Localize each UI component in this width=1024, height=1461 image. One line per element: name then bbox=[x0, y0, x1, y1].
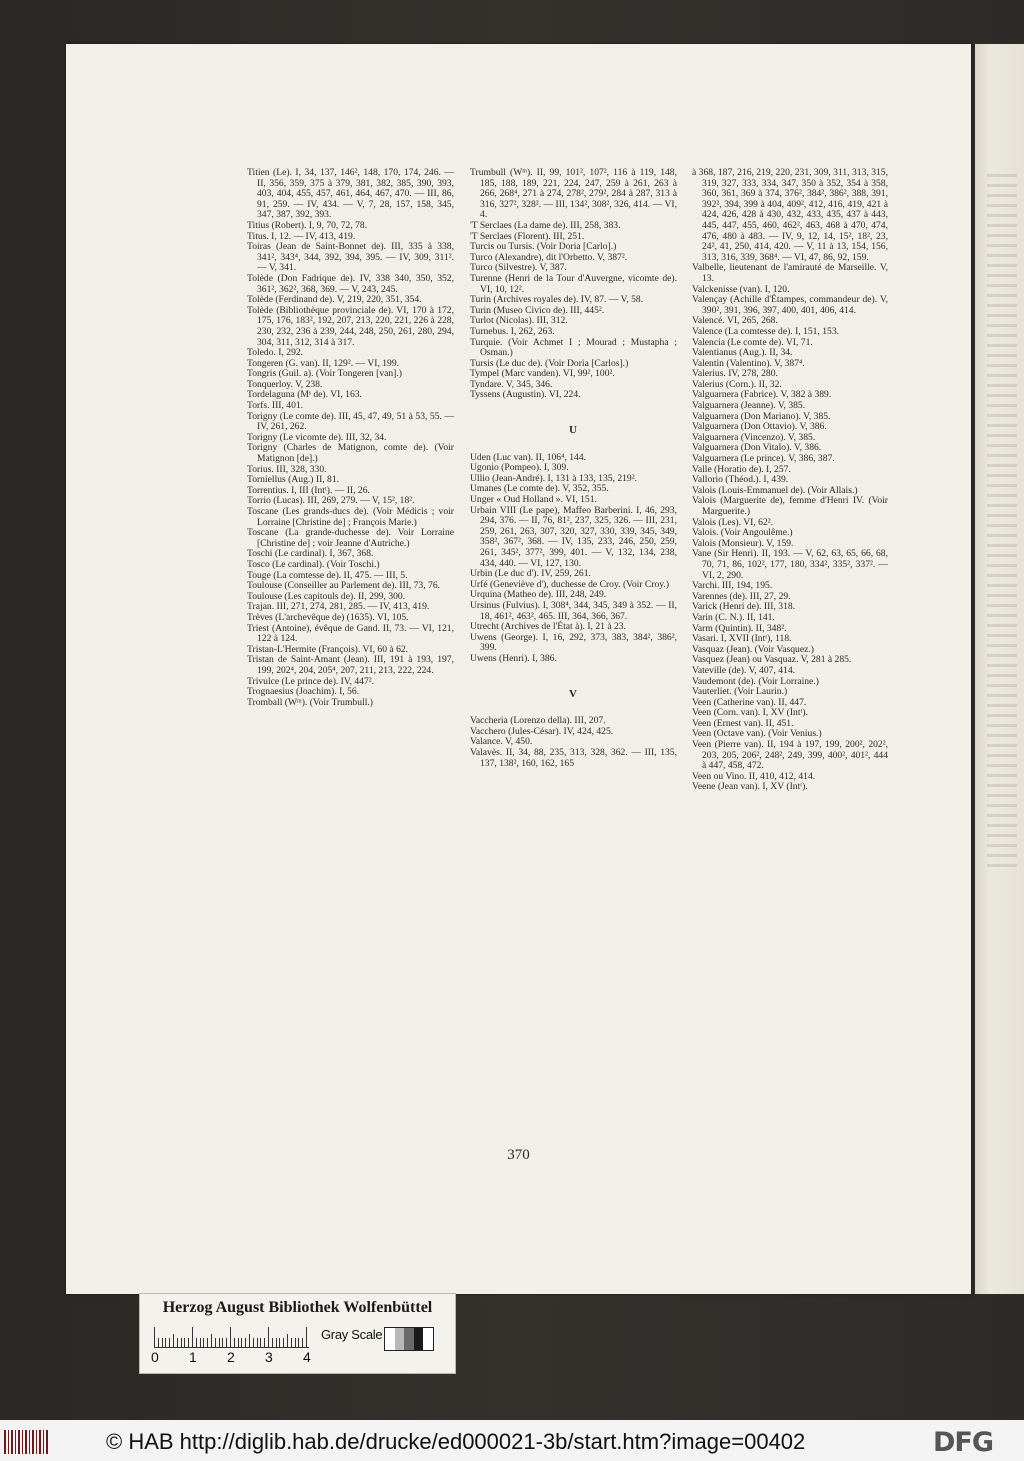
index-entry: Urbin (Le duc d'). IV, 259, 261. bbox=[470, 568, 591, 580]
index-column-3 bbox=[692, 168, 888, 793]
index-entry: Toschi (Le cardinal). I, 367, 368. bbox=[247, 548, 374, 560]
index-entry: Turquie. (Voir Achmet I ; Mourad ; Mustapha ; Osman.) bbox=[470, 336, 677, 359]
ruler-tick bbox=[245, 1338, 246, 1347]
index-entry: Urfé (Geneviève d'), duchesse de Croy. (Voir Croy.) bbox=[470, 578, 670, 590]
index-entry: Veen (Octave van). (Voir Venius.) bbox=[692, 728, 822, 740]
footer-bar bbox=[0, 1420, 1024, 1461]
index-entry: Vane (Sir Henri). II, 193. — V, 62, 63, 65, 66, 68, 70, 71, 86, 102², 177, 180, 334², 335², 337². — VI, 2, 290. bbox=[692, 548, 888, 581]
index-entry: Unger « Oud Holland ». VI, 151. bbox=[470, 494, 597, 506]
index-entry: Valencia (Le comte de). VI, 71. bbox=[692, 336, 813, 348]
index-entry: Turnebus. I, 262, 263. bbox=[470, 325, 555, 337]
index-entry: Ullio (Jean-André). I, 131 à 133, 135, 219². bbox=[470, 472, 638, 484]
index-entry: Veen (Pierre van). II, 194 à 197, 199, 200², 202², 203, 205, 206², 248², 249, 399, 400², 401², 444 à 447, 458, 472. bbox=[692, 739, 888, 772]
index-entry: Turcis ou Tursis. (Voir Doria [Carlo].) bbox=[470, 241, 617, 253]
ruler-tick bbox=[238, 1338, 239, 1347]
index-entry: Torigny (Charles de Matignon, comte de). (Voir Matignon [de].) bbox=[247, 442, 454, 465]
index-entry: Tordelaguna (Mˢ de). VI, 163. bbox=[247, 389, 362, 401]
adjacent-page-edge bbox=[975, 44, 1024, 1294]
index-entry: Torius. III, 328, 330. bbox=[247, 463, 327, 475]
index-entry: Varin (C. N.). II, 141. bbox=[692, 611, 775, 623]
index-entry: Valguarnera (Don Vitalo). V, 386. bbox=[692, 442, 822, 454]
index-entry: Tyndare. V, 345, 346. bbox=[470, 378, 553, 390]
index-entry: Veene (Jean van). I, XV (Intᵗ). bbox=[692, 781, 808, 793]
ruler-number: 2 bbox=[227, 1349, 235, 1365]
index-entry: Utrecht (Archives de l'État à). I, 21 à 23. bbox=[470, 621, 626, 633]
ruler-numbers bbox=[151, 1349, 321, 1365]
index-entry: Tongris (Guil. a). (Voir Tongeren [van].) bbox=[247, 368, 402, 380]
column-2-u-entries bbox=[470, 453, 677, 665]
index-entry: Vasquez (Jean) ou Vasquaz. V, 281 à 285. bbox=[692, 654, 852, 666]
index-entry: Valentin (Valentino). V, 387⁴. bbox=[692, 357, 805, 369]
column-2-v-entries bbox=[470, 716, 677, 769]
index-entry: Triest (Antoine), évêque de Gand. II, 73. — VI, 121, 122 à 124. bbox=[247, 622, 454, 645]
index-entry: Urbain VIII (Le pape), Maffeo Barberini. I, 46, 293, 294, 376. — II, 76, 81², 237, 325, 326. — III, 231, 259, 261, 263, 307, 320, 327, 330, 339, 345, 349, 358², 367², 368. — IV, 135, 233, 246, 250, 259, 261, 345², 377², 399, 401. — V, 132, 134, 238, 434, 440. — VI, 127, 130. bbox=[470, 504, 677, 569]
index-entry: Toscane (Les grands-ducs de). (Voir Médicis ; voir Lorraine [Christine de] ; François Marie.) bbox=[247, 506, 454, 528]
index-entry: Valavès. II, 34, 88, 235, 313, 328, 362. — III, 135, 137, 138², 160, 162, 165 bbox=[470, 746, 677, 769]
ruler-tick bbox=[154, 1327, 155, 1347]
index-entry: Torigny (Le vicomte de). III, 32, 34. bbox=[247, 431, 387, 443]
gray-patch bbox=[423, 1328, 433, 1350]
ruler-tick bbox=[253, 1338, 254, 1347]
index-entry: Toiras (Jean de Saint-Bonnet de). III, 335 à 338, 341², 343⁴, 344, 392, 394, 395. — IV, 309, 311². — V, 341. bbox=[247, 241, 454, 274]
gray-patch bbox=[385, 1328, 395, 1350]
scale-ruler bbox=[154, 1327, 309, 1348]
index-entry: Tyssens (Augustin). VI, 224. bbox=[470, 389, 581, 401]
section-letter-v: V bbox=[569, 687, 578, 700]
index-entry: Torfs. III, 401. bbox=[247, 400, 304, 412]
index-entry: Veen (Corn. van). I, XV (Intᵗ). bbox=[692, 707, 808, 719]
ruler-tick bbox=[230, 1327, 231, 1347]
index-entry: Valois (Louis-Emmanuel de). (Voir Allais.) bbox=[692, 484, 858, 496]
ruler-tick bbox=[219, 1338, 220, 1347]
ruler-tick bbox=[298, 1338, 299, 1347]
ruler-tick bbox=[165, 1338, 166, 1347]
index-entry: Tristan de Saint-Amant (Jean). III, 191 à 193, 197, 199, 202⁴, 204, 205⁴, 207, 211, 213, 222, 224. bbox=[247, 654, 454, 676]
ruler-tick bbox=[276, 1338, 277, 1347]
index-entry: Titus. I, 12. — IV, 413, 419. bbox=[247, 230, 356, 242]
ruler-tick bbox=[196, 1338, 197, 1347]
library-color-target bbox=[139, 1293, 456, 1374]
index-entry: Valle (Horatio de). I, 257. bbox=[692, 463, 791, 475]
index-entry: Turin (Museo Civico de). III, 445². bbox=[470, 304, 605, 316]
index-entry: Toulouse (Conseiller au Parlement de). III, 73, 76. bbox=[247, 580, 441, 592]
index-entry: Veen (Ernest van). II, 451. bbox=[692, 717, 794, 729]
ruler-tick bbox=[295, 1338, 296, 1347]
index-entry: Turlot (Nicolas). III, 312. bbox=[470, 315, 568, 327]
index-entry: 'T Serclaes (La dame de). III, 258, 383. bbox=[470, 219, 621, 231]
index-entry: Urquina (Matheo de). III, 248, 249. bbox=[470, 589, 607, 601]
index-column-2 bbox=[470, 168, 677, 769]
index-entry: Vaudemont (de). (Voir Lorraine.) bbox=[692, 675, 819, 687]
index-entry: Tolède (Bibliothèque provinciale de). VI, 170 à 172, 175, 176, 183², 192, 207, 213, 220, 221, 226 à 228, 230, 232, 236 à 239, 244, 248, 250, 261, 280, 294, 304, 311, 312, 314 à 317. bbox=[247, 304, 454, 348]
ruler-tick bbox=[234, 1338, 235, 1347]
index-entry: Vateville (de). V, 407, 414. bbox=[692, 664, 796, 676]
index-entry: Titius (Robert). I, 9, 70, 72, 78. bbox=[247, 219, 368, 231]
library-name: Herzog August Bibliothek Wolfenbüttel bbox=[162, 1299, 433, 1316]
index-entry: Valois (Les). VI, 62². bbox=[692, 516, 774, 528]
index-entry: Toledo. I, 292. bbox=[247, 347, 304, 359]
ruler-tick bbox=[181, 1338, 182, 1347]
index-entry: Touge (La comtesse de). II, 475. — III, 5. bbox=[247, 569, 408, 581]
index-entry: Vauterliet. (Voir Laurin.) bbox=[692, 686, 788, 698]
ruler-tick bbox=[222, 1338, 223, 1347]
index-entry: Valguarnera (Jeanne). V, 385. bbox=[692, 400, 806, 412]
ruler-tick bbox=[203, 1338, 204, 1347]
ruler-tick bbox=[158, 1338, 159, 1347]
index-entry: Varick (Henri de). III, 318. bbox=[692, 601, 796, 613]
index-entry: Vacchero (Jules-César). IV, 424, 425. bbox=[470, 725, 614, 737]
ruler-tick bbox=[162, 1338, 163, 1347]
index-entry: Valance. V, 450. bbox=[470, 736, 533, 748]
index-entry: Trivulce (Le prince de). IV, 447². bbox=[247, 675, 375, 687]
index-entry: Toscane (La grande-duchesse de). Voir Lorraine [Christine de] ; voir Jeanne d'Autriche.) bbox=[247, 527, 454, 549]
ruler-tick bbox=[279, 1338, 280, 1347]
index-entry: Trèves (L'archevêque de) (1635). VI, 105. bbox=[247, 611, 409, 623]
index-entry: Umanes (Le comte de). V, 352, 355. bbox=[470, 483, 609, 495]
index-entry: Valguarnera (Don Ottavio). V, 386. bbox=[692, 421, 827, 433]
column-2-t-entries bbox=[470, 168, 677, 401]
index-entry: Valbelle, lieutenant de l'amirauté de Marseille. V, 13. bbox=[692, 262, 888, 284]
index-entry: Trognaesius (Joachim). I, 56. bbox=[247, 686, 360, 698]
index-entry: Turco (Silvestre). V, 387. bbox=[470, 262, 567, 274]
index-entry: Valentianus (Aug.). II, 34. bbox=[692, 347, 793, 359]
index-entry: Valguarnera (Fabrice). V, 382 à 389. bbox=[692, 389, 832, 401]
index-entry: Ursinus (Fulvius). I, 308⁴, 344, 345, 349 à 352. — II, 18, 461², 463², 465. III, 364, 366, 367. bbox=[470, 599, 677, 622]
index-entry: Tolède (Ferdinand de). V, 219, 220, 351, 354. bbox=[247, 294, 422, 306]
index-entry: Varchi. III, 194, 195. bbox=[692, 580, 773, 592]
index-entry: Uden (Luc van). II, 106⁴, 144. bbox=[470, 451, 587, 463]
index-entry: Valerius (Corn.). II, 32. bbox=[692, 378, 782, 390]
index-entry: Valguarnera (Don Mariano). V, 385. bbox=[692, 410, 831, 422]
ruler-tick bbox=[226, 1338, 227, 1347]
section-letter-u: U bbox=[569, 424, 578, 437]
dfg-logo: DFG bbox=[933, 1427, 994, 1458]
index-entry: Torniellus (Aug.) II, 81. bbox=[247, 474, 340, 486]
index-entry: Valguarnera (Vincenzo). V, 385. bbox=[692, 431, 816, 443]
ruler-tick bbox=[272, 1338, 273, 1347]
index-entry: Uwens (Henri). I, 386. bbox=[470, 652, 557, 664]
index-entry: Valckenisse (van). I, 120. bbox=[692, 283, 790, 295]
index-entry: 'T Serclaes (Florent). III, 251. bbox=[470, 230, 585, 242]
ruler-number: 0 bbox=[151, 1349, 159, 1365]
index-entry: Tristan-L'Hermite (François). VI, 60 à 62. bbox=[247, 643, 409, 655]
index-entry: Valois (Monsieur). V, 159. bbox=[692, 537, 794, 549]
index-entry: Tympel (Marc vanden). VI, 99², 100². bbox=[470, 368, 615, 380]
ruler-tick bbox=[241, 1338, 242, 1347]
gray-patch bbox=[404, 1328, 414, 1350]
copyright-url[interactable]: © HAB http://diglib.hab.de/drucke/ed000021-3b/start.htm?image=00402 bbox=[106, 1429, 806, 1454]
index-entry: Valerius. IV, 278, 280. bbox=[692, 368, 778, 380]
index-entry: Torrentius. I, III (Intᵗ). — II, 26. bbox=[247, 484, 370, 496]
ruler-tick bbox=[260, 1338, 261, 1347]
index-entry: Tonquerloy. V, 238. bbox=[247, 378, 323, 390]
ruler-tick bbox=[211, 1334, 212, 1347]
ruler-tick bbox=[283, 1338, 284, 1347]
ruler-tick bbox=[173, 1334, 174, 1347]
gray-patch bbox=[414, 1328, 424, 1350]
barcode-icon bbox=[4, 1430, 50, 1454]
index-entry: à 368, 187, 216, 219, 220, 231, 309, 311, 313, 315, 319, 327, 333, 334, 347, 350 à 352, 354 à 358, 360, 361, 369 à 374, 376², 384², 386², 388, 391, 392², 394, 399 à 404, 409², 412, 416, 419, 421 à 424, 426, 428 à 430, 432, 433, 435, 437 à 443, 445, 447, 455, 460, 462², 463, 468 à 470, 474, 476, 480 à 483. — IV, 9, 12, 14, 15², 18², 23, 24², 41, 250, 414, 420. — V, 11 à 13, 154, 156, 313, 316, 339, 368⁴. — VI, 47, 86, 92, 159. bbox=[692, 167, 888, 263]
index-entry: Uwens (George). I, 16, 292, 373, 383, 384², 386², 399. bbox=[470, 631, 677, 654]
index-entry: Vasquaz (Jean). (Voir Vasquez.) bbox=[692, 643, 814, 655]
ruler-tick bbox=[264, 1338, 265, 1347]
index-entry: Ugonio (Pompeo). I, 309. bbox=[470, 462, 569, 474]
gray-patch bbox=[395, 1328, 405, 1350]
ruler-tick bbox=[287, 1334, 288, 1347]
index-entry: Trajan. III, 271, 274, 281, 285. — IV, 413, 419. bbox=[247, 601, 430, 613]
index-entry: Valençay (Achille d'Étampes, commandeur de). V, 390², 391, 396, 397, 400, 401, 406, 414. bbox=[692, 294, 888, 316]
ruler-tick bbox=[249, 1334, 250, 1347]
ruler-tick bbox=[302, 1338, 303, 1347]
index-entry: Turenne (Henri de la Tour d'Auvergne, vicomte de). VI, 10, 12². bbox=[470, 272, 677, 295]
index-entry: Valencé. VI, 265, 268. bbox=[692, 315, 778, 327]
index-entry: Titien (Le). I, 34, 137, 146², 148, 170, 174, 246. — II, 356, 359, 375 à 379, 381, 382, 385, 390, 393, 403, 404, 455, 457, 461, 464, 467, 470. — III, 86, 91, 259. — IV, 434. — V, 7, 28, 157, 158, 345, 347, 387, 392, 393. bbox=[247, 167, 454, 221]
index-entry: Tolède (Don Fadrique de). IV, 338 340, 350, 352, 361², 362², 368, 369. — V, 243, 245. bbox=[247, 272, 454, 295]
index-entry: Turco (Alexandre), dit l'Orbetto. V, 387². bbox=[470, 251, 628, 263]
ruler-tick bbox=[169, 1338, 170, 1347]
ruler-tick bbox=[257, 1338, 258, 1347]
ruler-tick bbox=[215, 1338, 216, 1347]
index-entry: Veen ou Vino. II, 410, 412, 414. bbox=[692, 770, 816, 782]
ruler-number: 4 bbox=[303, 1349, 311, 1365]
index-entry: Tosco (Le cardinal). (Voir Toschi.) bbox=[247, 558, 380, 570]
ruler-tick bbox=[177, 1338, 178, 1347]
ruler-number: 3 bbox=[265, 1349, 273, 1365]
index-entry: Vallorio (Théod.). I, 439. bbox=[692, 474, 789, 486]
gray-scale-patches bbox=[384, 1327, 434, 1351]
index-entry: Valguarnera (Le prince). V, 386, 387. bbox=[692, 453, 835, 465]
ruler-tick bbox=[200, 1338, 201, 1347]
index-entry: Turin (Archives royales de). IV, 87. — V, 58. bbox=[470, 294, 644, 306]
page-number: 370 bbox=[507, 1147, 530, 1163]
index-entry: Tromball (Wᵐ). (Voir Trumbull.) bbox=[247, 696, 373, 708]
ruler-tick bbox=[188, 1338, 189, 1347]
ruler-tick bbox=[306, 1327, 307, 1347]
index-entry: Varm (Quintin). II, 348². bbox=[692, 622, 787, 634]
index-entry: Vasari. I, XVII (Intᵗ), 118. bbox=[692, 633, 792, 645]
index-entry: Varennes (de). III, 27, 29. bbox=[692, 590, 791, 602]
index-entry: Veen (Catherine van). II, 447. bbox=[692, 696, 807, 708]
ruler-tick bbox=[192, 1327, 193, 1347]
index-entry: Valois. (Voir Angoulême.) bbox=[692, 527, 793, 539]
ruler-tick bbox=[268, 1327, 269, 1347]
ruler-number: 1 bbox=[189, 1349, 197, 1365]
index-entry: Valois (Marguerite de), femme d'Henri IV. (Voir Marguerite.) bbox=[692, 495, 888, 517]
ruler-tick bbox=[207, 1338, 208, 1347]
gray-scale-label: Gray Scale bbox=[321, 1327, 383, 1342]
ruler-tick bbox=[291, 1338, 292, 1347]
index-entry: Toulouse (Les capitouls de). II, 299, 300. bbox=[247, 590, 406, 602]
index-entry: Vaccheria (Lorenzo della). III, 207. bbox=[470, 715, 606, 727]
index-entry: Tursis (Le duc de). (Voir Doria [Carlos].) bbox=[470, 357, 629, 369]
index-column-1 bbox=[247, 168, 454, 708]
adjacent-page-text-ghost bbox=[987, 174, 1017, 874]
ruler-tick bbox=[184, 1338, 185, 1347]
index-entry: Valence (La comtesse de). I, 151, 153. bbox=[692, 325, 840, 337]
index-entry: Trumbull (Wᵐ). II, 99, 101², 107², 116 à 119, 148, 185, 188, 189, 221, 224, 247, 259 à 261, 263 à 266, 268⁴, 271 à 274, 278², 279², 284 à 287, 313 à 316, 327², 328². — III, 134², 308², 326, 414. — VI, 4. bbox=[470, 167, 677, 221]
index-entry: Tongeren (G. van). II, 129². — VI, 199. bbox=[247, 357, 400, 369]
index-entry: Torigny (Le comte de). III, 45, 47, 49, 51 à 53, 55. — IV, 261, 262. bbox=[247, 410, 454, 433]
index-entry: Torrio (Lucas). III, 269, 279. — V, 15², 18². bbox=[247, 495, 415, 507]
